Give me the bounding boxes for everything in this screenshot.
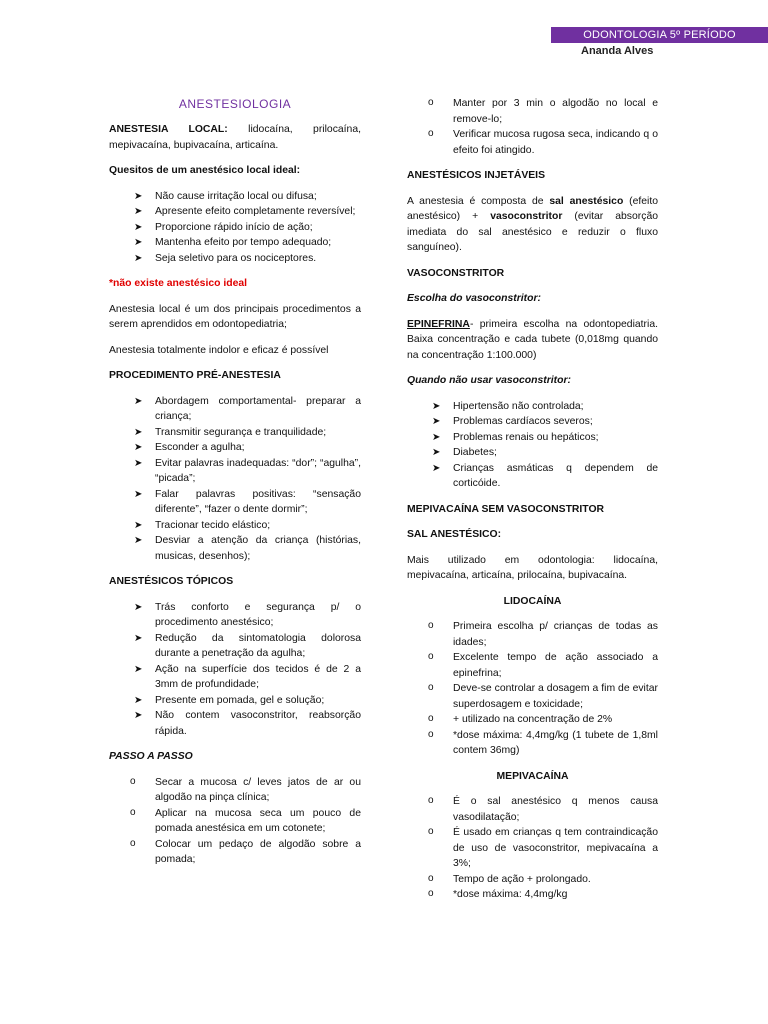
text: A anestesia é composta de <box>407 195 550 207</box>
sal-anestesico-heading: SAL ANESTÉSICO: <box>407 529 502 540</box>
vasoconstritor-heading: VASOCONSTRITOR <box>407 267 505 279</box>
list-item: ➤ Abordagem comportamental- preparar a criança; <box>109 394 361 425</box>
injetaveis-paragraph <box>407 194 658 256</box>
list-item: ➤ Crianças asmáticas q dependem de corticóide. <box>407 461 658 492</box>
list-item: ➤ Apresente efeito completamente reversível; <box>109 204 361 220</box>
list-item: ➤ Problemas cardíacos severos; <box>407 414 658 430</box>
list-item: ➤ Problemas renais ou hepáticos; <box>407 430 658 446</box>
lidocaina-heading: LIDOCAÍNA <box>503 595 562 607</box>
list-item: o + utilizado na concentração de 2% <box>407 712 658 728</box>
quando-heading: Quando não usar vasoconstritor: <box>407 375 571 386</box>
left-column <box>109 96 361 878</box>
escolha-heading: Escolha do vasoconstritor: <box>407 293 541 304</box>
passo-list-continued <box>407 96 658 158</box>
vasoconstritor-term: vasoconstritor <box>490 211 563 222</box>
list-item: o Manter por 3 min o algodão no local e remove-lo; <box>407 96 658 127</box>
pre-anestesia-heading: PROCEDIMENTO PRÉ-ANESTESIA <box>109 370 281 381</box>
right-column <box>407 96 658 913</box>
list-item: ➤ Desviar a atenção da criança (histórias, musicas, desenhos); <box>109 533 361 564</box>
text: (evitar absorção imediata do sal anestésico e reduzir o fluxo sanguíneo). <box>407 211 658 253</box>
quando-list <box>407 399 658 492</box>
list-item: ➤ Proporcione rápido início de ação; <box>109 220 361 236</box>
list-item: ➤ Não contem vasoconstritor, reabsorção rápida. <box>109 708 361 739</box>
epinefrina-text: - primeira escolha na odontopediatria. Baixa concentração e cada tubete (0,018mg quando na concentração 1:100.000) <box>407 318 658 361</box>
anestesia-local-paragraph <box>109 122 361 153</box>
mepivacaina-heading: MEPIVACAÍNA <box>496 770 569 782</box>
list-item: o Deve-se controlar a dosagem a fim de evitar superdosagem e toxicidade; <box>407 681 658 712</box>
paragraph: Anestesia totalmente indolor e eficaz é possível <box>109 344 329 356</box>
list-item: ➤ Transmitir segurança e tranquilidade; <box>109 425 361 441</box>
list-item: ➤ Presente em pomada, gel e solução; <box>109 693 361 709</box>
list-item: ➤ Esconder a agulha; <box>109 440 361 456</box>
list-item: ➤ Ação na superfície dos tecidos é de 2 a 3mm de profundidade; <box>109 662 361 693</box>
passo-list <box>109 775 361 868</box>
paragraph: Anestesia local é um dos principais procedimentos a serem aprendidos em odontopediatria; <box>109 303 361 330</box>
list-item: ➤ Trás conforto e segurança p/ o procedimento anestésico; <box>109 600 361 631</box>
text: (efeito anestésico) + <box>407 195 659 222</box>
list-item: ➤ Hipertensão não controlada; <box>407 399 658 415</box>
anestesia-local-label: ANESTESIA LOCAL: <box>109 124 228 135</box>
sal-anestesico-term: sal anestésico <box>549 195 624 207</box>
list-item: o Excelente tempo de ação associado a epinefrina; <box>407 650 658 681</box>
passo-heading: PASSO A PASSO <box>109 751 193 762</box>
topicos-list <box>109 600 361 740</box>
page-title: ANESTESIOLOGIA <box>178 97 292 111</box>
list-item: o Primeira escolha p/ crianças de todas as idades; <box>407 619 658 650</box>
list-item: o Colocar um pedaço de algodão sobre a pomada; <box>109 837 361 868</box>
sal-anestesico-paragraph: Mais utilizado em odontologia: lidocaína, mepivacaína, articaína, prilocaína, bupivacaína. <box>407 554 658 581</box>
quesitos-list <box>109 189 361 267</box>
epinefrina-label: EPINEFRINA <box>407 318 470 330</box>
mepivacaina-sem-heading: MEPIVACAÍNA SEM VASOCONSTRITOR <box>407 503 605 515</box>
list-item: o É o sal anestésico q menos causa vasodilatação; <box>407 794 658 825</box>
list-item: o Secar a mucosa c/ leves jatos de ar ou algodão na pinça clínica; <box>109 775 361 806</box>
list-item: o É usado em crianças q tem contraindicação de uso de vasoconstritor, mepivacaína a 3%; <box>407 825 658 872</box>
course-header: ODONTOLOGIA 5º PERÍODO <box>551 27 768 43</box>
list-item: ➤ Não cause irritação local ou difusa; <box>109 189 361 205</box>
list-item: o *dose máxima: 4,4mg/kg <box>407 887 658 903</box>
list-item: ➤ Mantenha efeito por tempo adequado; <box>109 235 361 251</box>
list-item: ➤ Evitar palavras inadequadas: “dor”; “agulha”, “picada”; <box>109 456 361 487</box>
list-item: ➤ Falar palavras positivas: “sensação diferente”, “fazer o dente dormir”; <box>109 487 361 518</box>
injetaveis-heading: ANESTÉSICOS INJETÁVEIS <box>407 170 545 181</box>
list-item: ➤ Redução da sintomatologia dolorosa durante a penetração da agulha; <box>109 631 361 662</box>
list-item: ➤ Diabetes; <box>407 445 658 461</box>
list-item: ➤ Seja seletivo para os nociceptores. <box>109 251 361 267</box>
list-item: o Aplicar na mucosa seca um pouco de pomada anestésica em um cotonete; <box>109 806 361 837</box>
list-item: o Tempo de ação + prolongado. <box>407 872 658 888</box>
mepivacaina-list <box>407 794 658 903</box>
list-item: o Verificar mucosa rugosa seca, indicando q o efeito foi atingido. <box>407 127 658 158</box>
author-name: Ananda Alves <box>581 45 654 57</box>
anestesia-local-text: lidocaína, prilocaína, mepivacaína, bupivacaína, articaína. <box>109 124 361 151</box>
lidocaina-list <box>407 619 658 759</box>
epinefrina-paragraph <box>407 317 658 364</box>
topicos-heading: ANESTÉSICOS TÓPICOS <box>109 576 234 587</box>
no-ideal-note: *não existe anestésico ideal <box>109 278 248 289</box>
pre-anestesia-list <box>109 394 361 565</box>
list-item: o *dose máxima: 4,4mg/kg (1 tubete de 1,8ml contem 36mg) <box>407 728 658 759</box>
list-item: ➤ Tracionar tecido elástico; <box>109 518 361 534</box>
quesitos-heading: Quesitos de um anestésico local ideal: <box>109 165 301 176</box>
